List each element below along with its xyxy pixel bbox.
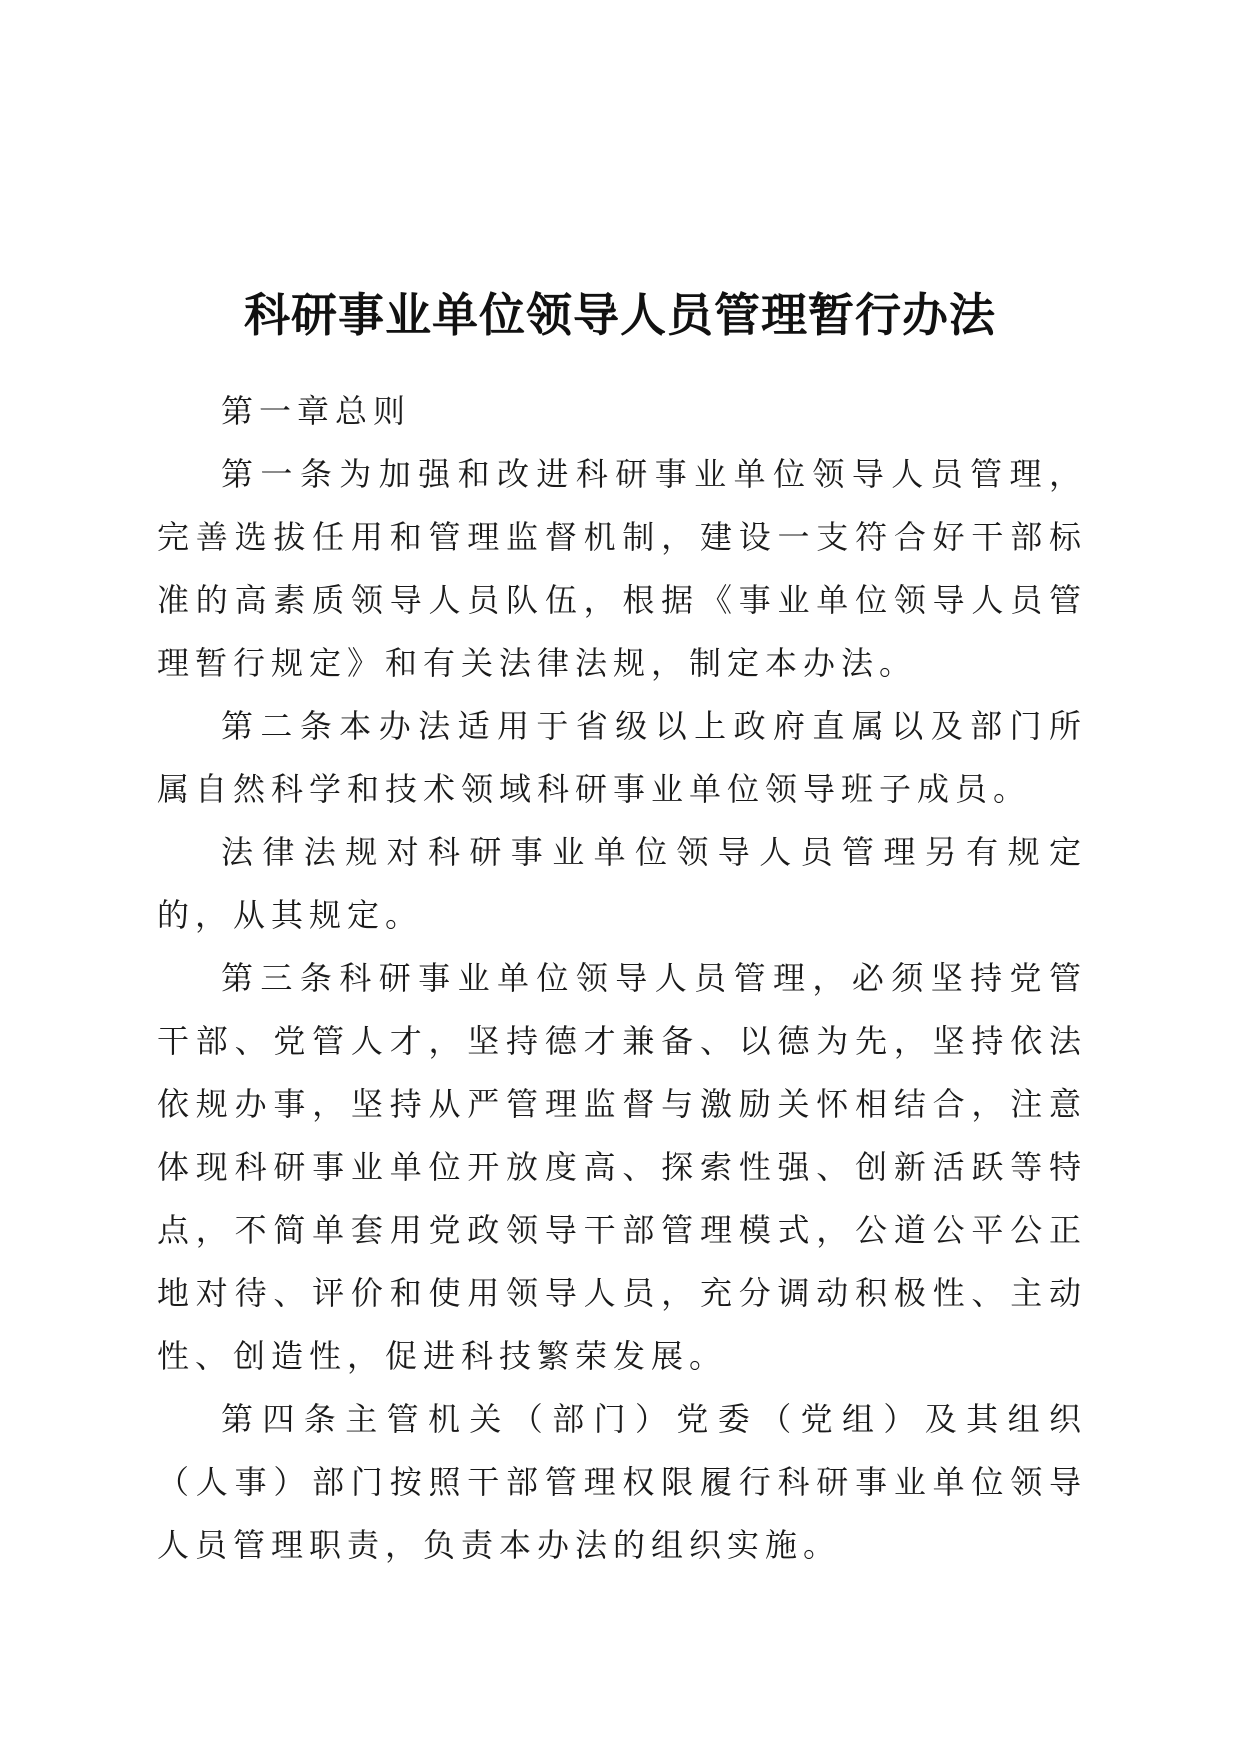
- article-1-paragraph: 第一条为加强和改进科研事业单位领导人员管理，完善选拔任用和管理监督机制，建设一支符合好干部标准的高素质领导人员队伍，根据《事业单位领导人员管理暂行规定》和有关法律法规，制定本办法。: [157, 455, 1087, 682]
- article-4-paragraph: 第四条主管机关（部门）党委（党组）及其组织（人事）部门按照干部管理权限履行科研事业单位领导人员管理职责，负责本办法的组织实施。: [157, 1400, 1087, 1564]
- article-2-paragraph: 第二条本办法适用于省级以上政府直属以及部门所属自然科学和技术领域科研事业单位领导班子成员。: [157, 707, 1087, 808]
- chapter-heading: 第一章总则: [221, 392, 412, 430]
- article-2-supplement-paragraph: 法律法规对科研事业单位领导人员管理另有规定的，从其规定。: [157, 833, 1087, 934]
- article-3-paragraph: 第三条科研事业单位领导人员管理，必须坚持党管干部、党管人才，坚持德才兼备、以德为先，坚持依法依规办事，坚持从严管理监督与激励关怀相结合，注意体现科研事业单位开放度高、探索性强、创新活跃等特点，不简单套用党政领导干部管理模式，公道公平公正地对待、评价和使用领导人员，充分调动积极性、主动性、创造性，促进科技繁荣发展。: [157, 959, 1087, 1375]
- document-title: 科研事业单位领导人员管理暂行办法: [244, 288, 996, 342]
- document-body: [157, 380, 1087, 1577]
